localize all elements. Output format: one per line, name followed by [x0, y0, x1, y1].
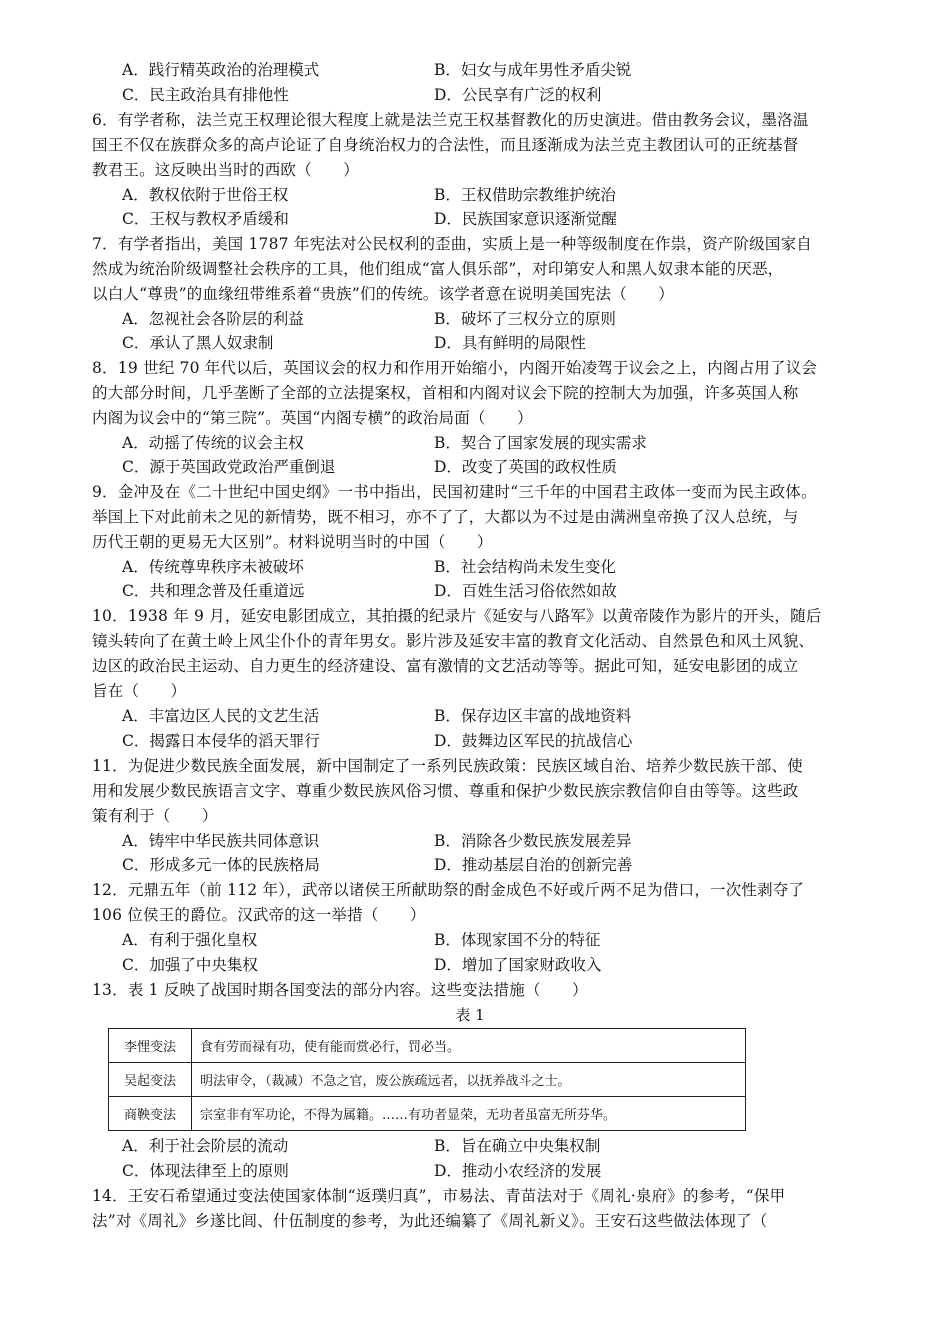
q8-option-a: A．动摇了传统的议会主权: [122, 434, 304, 452]
q8-option-b: B．契合了国家发展的现实需求: [434, 434, 647, 452]
q10-stem-line-4: 旨在（ ）: [92, 682, 187, 700]
q8-stem-line-2: 的大部分时间，几乎垄断了全部的立法提案权，首相和内阁对议会下院的控制大为加强，许多英国人称: [92, 384, 799, 402]
q12-option-a: A．有利于强化皇权: [122, 931, 258, 949]
q8-option-d: D．改变了英国的政权性质: [434, 458, 617, 476]
table-row: [109, 1097, 746, 1131]
q9-option-b: B．社会结构尚未发生变化: [434, 558, 616, 576]
table-cell-content: 明法审令，（裁减）不急之官，废公族疏远者，以抚养战斗之士。: [192, 1063, 746, 1097]
q5-option-b: B．妇女与成年男性矛盾尖锐: [434, 61, 632, 79]
q14-stem-line-1: 14．王安石希望通过变法使国家体制“返璞归真”，市易法、青苗法对于《周礼·泉府》的参考，“保甲: [92, 1187, 786, 1205]
q13-option-d: D．推动小农经济的发展: [434, 1162, 602, 1180]
q11-option-d: D．推动基层自治的创新完善: [434, 856, 633, 874]
reform-table: [108, 1028, 746, 1131]
q9-option-a: A．传统尊卑秩序未被破坏: [122, 558, 304, 576]
q12-option-d: D．增加了国家财政收入: [434, 956, 602, 974]
q9-option-c: C．共和理念普及任重道远: [122, 582, 305, 600]
q8-stem-line-3: 内阁为议会中的“第三院”。英国“内阁专横”的政治局面（ ）: [92, 409, 533, 427]
table-cell-name: 李悝变法: [109, 1029, 192, 1063]
q11-option-b: B．消除各少数民族发展差异: [434, 832, 632, 850]
q13-stem-line-1: 13．表 1 反映了战国时期各国变法的部分内容。这些变法措施（ ）: [92, 981, 588, 999]
q10-option-b: B．保存边区丰富的战地资料: [434, 707, 632, 725]
q14-stem-line-2: 法”对《周礼》乡遂比闾、什伍制度的参考，为此还编纂了《周礼新义》。王安石这些做法体现了（: [92, 1212, 768, 1230]
q6-option-a: A．教权依附于世俗王权: [122, 186, 289, 204]
q10-option-d: D．鼓舞边区军民的抗战信心: [434, 732, 633, 750]
q11-stem-line-1: 11．为促进少数民族全面发展，新中国制定了一系列民族政策：民族区域自治、培养少数民族干部、使: [92, 757, 803, 775]
table-cell-name: 商鞅变法: [109, 1097, 192, 1131]
table-cell-name: 吴起变法: [109, 1063, 192, 1097]
q8-stem-line-1: 8．19 世纪 70 年代以后，英国议会的权力和作用开始缩小，内阁开始凌驾于议会之上，内阁占用了议会: [92, 359, 818, 377]
q9-stem-line-3: 历代王朝的更易无大区别”。材料说明当时的中国（ ）: [92, 533, 493, 551]
q12-option-c: C．加强了中央集权: [122, 956, 258, 974]
q13-option-b: B．旨在确立中央集权制: [434, 1137, 601, 1155]
q9-stem-line-1: 9．金冲及在《二十世纪中国史纲》一书中指出，民国初建时“三千年的中国君主政体一变而为民主政体。: [92, 483, 817, 501]
q10-stem-line-2: 镜头转向了在黄土岭上风尘仆仆的青年男女。影片涉及延安丰富的教育文化活动、自然景色和风土风貌、: [92, 632, 815, 650]
q7-option-c: C．承认了黑人奴隶制: [122, 334, 274, 352]
q7-option-d: D．具有鲜明的局限性: [434, 334, 586, 352]
q7-stem-line-2: 然成为统治阶级调整社会秩序的工具，他们组成“富人俱乐部”，对印第安人和黑人奴隶本能的厌恶，: [92, 260, 784, 278]
q11-stem-line-2: 用和发展少数民族语言文字、尊重少数民族风俗习惯、尊重和保护少数民族宗教信仰自由等等。这些政: [92, 782, 799, 800]
q13-option-a: A．利于社会阶层的流动: [122, 1137, 289, 1155]
q6-stem-line-3: 教君王。这反映出当时的西欧（ ）: [92, 161, 359, 179]
q9-option-d: D．百姓生活习俗依然如故: [434, 582, 617, 600]
q6-stem-line-1: 6．有学者称，法兰克王权理论很大程度上就是法兰克王权基督教化的历史演进。借由教务会议，墨洛温: [92, 111, 809, 129]
q7-option-b: B．破坏了三权分立的原则: [434, 310, 616, 328]
q5-option-a: A．践行精英政治的治理模式: [122, 61, 320, 79]
q6-option-b: B．王权借助宗教维护统治: [434, 186, 616, 204]
q6-option-d: D．民族国家意识逐渐觉醒: [434, 210, 617, 228]
q7-stem-line-3: 以白人“尊贵”的血缘纽带维系着“贵族”们的传统。该学者意在说明美国宪法（ ）: [92, 285, 674, 303]
q12-stem-line-2: 106 位侯王的爵位。汉武帝的这一举措（ ）: [92, 906, 426, 924]
q8-option-c: C．源于英国政党政治严重倒退: [122, 458, 336, 476]
q10-stem-line-1: 10．1938 年 9 月，延安电影团成立，其拍摄的纪录片《延安与八路军》以黄帝陵作为影片的开头，随后: [92, 607, 822, 625]
q11-option-a: A．铸牢中华民族共同体意识: [122, 832, 320, 850]
q10-option-a: A．丰富边区人民的文艺生活: [122, 707, 320, 725]
q5-option-c: C．民主政治具有排他性: [122, 86, 289, 104]
table-row: [109, 1063, 746, 1097]
table-cell-content: 宗室非有军功论，不得为属籍。……有功者显荣，无功者虽富无所芬华。: [192, 1097, 746, 1131]
q13-option-c: C．体现法律至上的原则: [122, 1162, 289, 1180]
q6-option-c: C．王权与教权矛盾缓和: [122, 210, 289, 228]
q11-stem-line-3: 策有利于（ ）: [92, 807, 218, 825]
q7-option-a: A．忽视社会各阶层的利益: [122, 310, 304, 328]
table-cell-content: 食有劳而禄有功，使有能而赏必行，罚必当。: [192, 1029, 746, 1063]
q12-stem-line-1: 12．元鼎五年（前 112 年），武帝以诸侯王所献助祭的酎金成色不好或斤两不足为借口，一次性剥夺了: [92, 881, 805, 899]
q12-option-b: B．体现家国不分的特征: [434, 931, 601, 949]
q10-stem-line-3: 边区的政治民主运动、自力更生的经济建设、富有激情的文艺活动等等。据此可知，延安电影团的成立: [92, 657, 799, 675]
table-caption: 表 1: [455, 1006, 485, 1024]
table-row: [109, 1029, 746, 1063]
q10-option-c: C．揭露日本侵华的滔天罪行: [122, 732, 320, 750]
q7-stem-line-1: 7．有学者指出，美国 1787 年宪法对公民权利的歪曲，实质上是一种等级制度在作祟，资产阶级国家自: [92, 235, 812, 253]
q5-option-d: D．公民享有广泛的权利: [434, 86, 602, 104]
q9-stem-line-2: 举国上下对此前未之见的新情势，既不相习，亦不了了，大都以为不过是由满洲皇帝换了汉人总统，与: [92, 508, 799, 526]
q11-option-c: C．形成多元一体的民族格局: [122, 856, 320, 874]
q6-stem-line-2: 国王不仅在族群众多的高卢论证了自身统治权力的合法性，而且逐渐成为法兰克主教团认可的正统基督: [92, 136, 799, 154]
